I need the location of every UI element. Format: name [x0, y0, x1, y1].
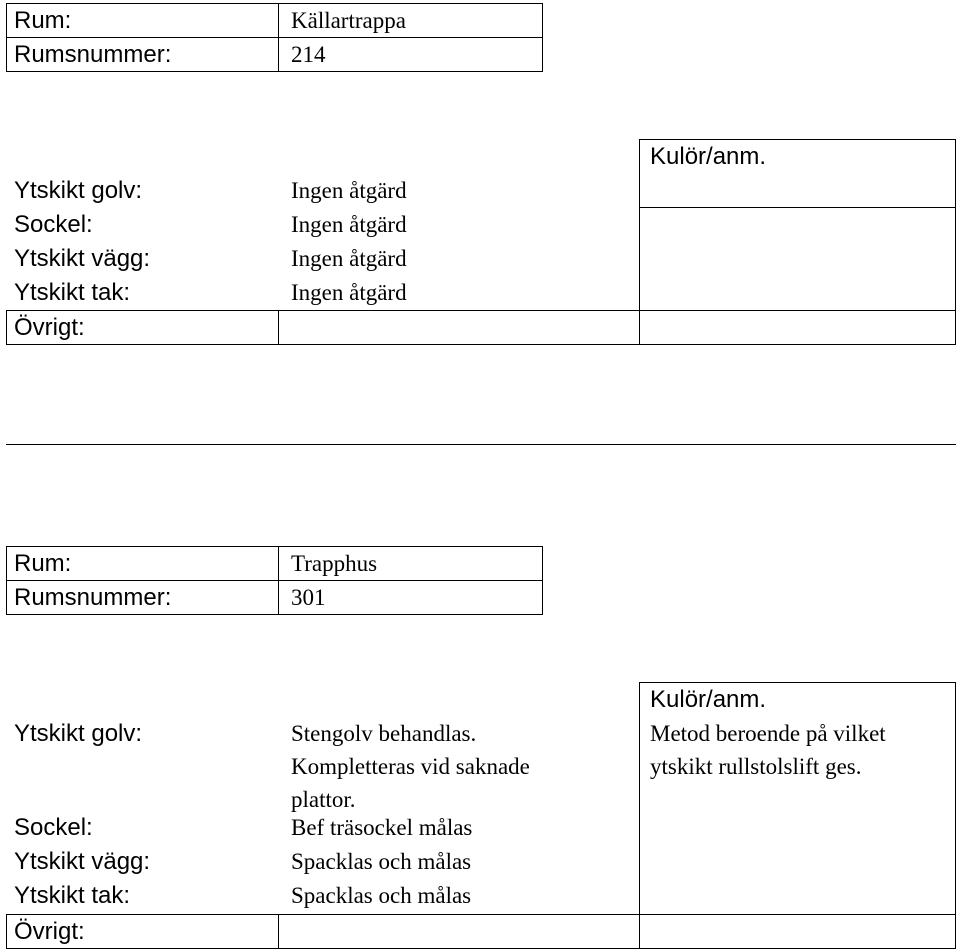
ceiling-label: Ytskikt tak: [14, 279, 131, 306]
room-value: Trapphus [291, 551, 378, 576]
section-divider [6, 444, 956, 445]
floor-value: Ingen åtgärd [291, 178, 407, 203]
skirting-value: Bef träsockel målas [291, 815, 473, 840]
wall-label: Ytskikt vägg: [14, 245, 151, 272]
kulor-note: Metod beroende på vilket ytskikt rullstolslift ges. [650, 721, 886, 779]
ceiling-label: Ytskikt tak: [14, 882, 131, 909]
other-label: Övrigt: [14, 918, 85, 945]
floor-value: Stengolv behandlas. Kompletteras vid saknade plattor. [291, 721, 530, 812]
wall-value: Spacklas och målas [291, 849, 472, 874]
room-number-value: 301 [291, 585, 326, 610]
room-number-label: Rumsnummer: [14, 584, 172, 611]
other-label: Övrigt: [14, 314, 85, 341]
room-value: Källartrappa [291, 8, 406, 33]
room-label: Rum: [14, 550, 72, 577]
floor-label: Ytskikt golv: [14, 177, 143, 204]
kulor-header: Kulör/anm. [650, 686, 767, 713]
ceiling-value: Ingen åtgärd [291, 280, 407, 305]
room-label: Rum: [14, 7, 72, 34]
floor-label: Ytskikt golv: [14, 720, 143, 747]
room-number-value: 214 [291, 42, 326, 67]
ceiling-value: Spacklas och målas [291, 883, 472, 908]
skirting-value: Ingen åtgärd [291, 212, 407, 237]
kulor-header: Kulör/anm. [650, 143, 767, 170]
room-number-label: Rumsnummer: [14, 41, 172, 68]
skirting-label: Sockel: [14, 814, 93, 841]
skirting-label: Sockel: [14, 211, 93, 238]
wall-label: Ytskikt vägg: [14, 848, 151, 875]
wall-value: Ingen åtgärd [291, 246, 407, 271]
